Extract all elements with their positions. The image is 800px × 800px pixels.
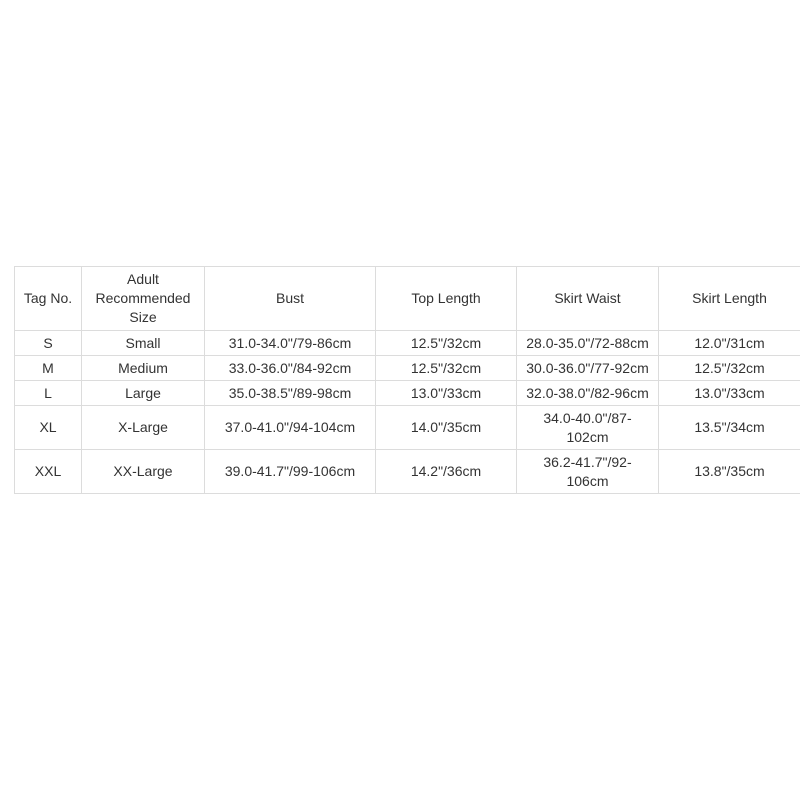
- cell-top-length: 12.5"/32cm: [376, 356, 517, 381]
- cell-bust: 39.0-41.7"/99-106cm: [205, 450, 376, 494]
- cell-tag: L: [15, 381, 82, 406]
- cell-top-length: 12.5"/32cm: [376, 331, 517, 356]
- cell-skirt-waist: 30.0-36.0"/77-92cm: [517, 356, 659, 381]
- cell-skirt-length: 13.5"/34cm: [659, 406, 800, 450]
- cell-skirt-length: 13.8"/35cm: [659, 450, 800, 494]
- cell-size: Large: [82, 381, 205, 406]
- header-skirt-waist: Skirt Waist: [517, 267, 659, 331]
- header-skirt-length: Skirt Length: [659, 267, 800, 331]
- header-top-length: Top Length: [376, 267, 517, 331]
- cell-size: Small: [82, 331, 205, 356]
- table-row: [15, 381, 800, 406]
- table-row: [15, 356, 800, 381]
- table-row: [15, 406, 800, 450]
- cell-skirt-length: 12.5"/32cm: [659, 356, 800, 381]
- cell-tag: XXL: [15, 450, 82, 494]
- table-row: [15, 331, 800, 356]
- table-header-row: [15, 267, 800, 331]
- cell-skirt-waist: 36.2-41.7"/92-106cm: [517, 450, 659, 494]
- cell-bust: 31.0-34.0"/79-86cm: [205, 331, 376, 356]
- cell-tag: M: [15, 356, 82, 381]
- cell-size: X-Large: [82, 406, 205, 450]
- cell-tag: S: [15, 331, 82, 356]
- cell-skirt-length: 12.0"/31cm: [659, 331, 800, 356]
- cell-skirt-waist: 32.0-38.0"/82-96cm: [517, 381, 659, 406]
- cell-bust: 37.0-41.0"/94-104cm: [205, 406, 376, 450]
- cell-size: XX-Large: [82, 450, 205, 494]
- table-row: [15, 450, 800, 494]
- cell-skirt-waist: 28.0-35.0"/72-88cm: [517, 331, 659, 356]
- cell-top-length: 14.2"/36cm: [376, 450, 517, 494]
- cell-size: Medium: [82, 356, 205, 381]
- cell-tag: XL: [15, 406, 82, 450]
- cell-skirt-length: 13.0"/33cm: [659, 381, 800, 406]
- cell-top-length: 14.0"/35cm: [376, 406, 517, 450]
- cell-bust: 33.0-36.0"/84-92cm: [205, 356, 376, 381]
- size-chart-table: [14, 266, 800, 494]
- cell-top-length: 13.0"/33cm: [376, 381, 517, 406]
- header-bust: Bust: [205, 267, 376, 331]
- header-tag-no: Tag No.: [15, 267, 82, 331]
- cell-bust: 35.0-38.5"/89-98cm: [205, 381, 376, 406]
- header-recommended-size: Adult Recommended Size: [82, 267, 205, 331]
- cell-skirt-waist: 34.0-40.0"/87-102cm: [517, 406, 659, 450]
